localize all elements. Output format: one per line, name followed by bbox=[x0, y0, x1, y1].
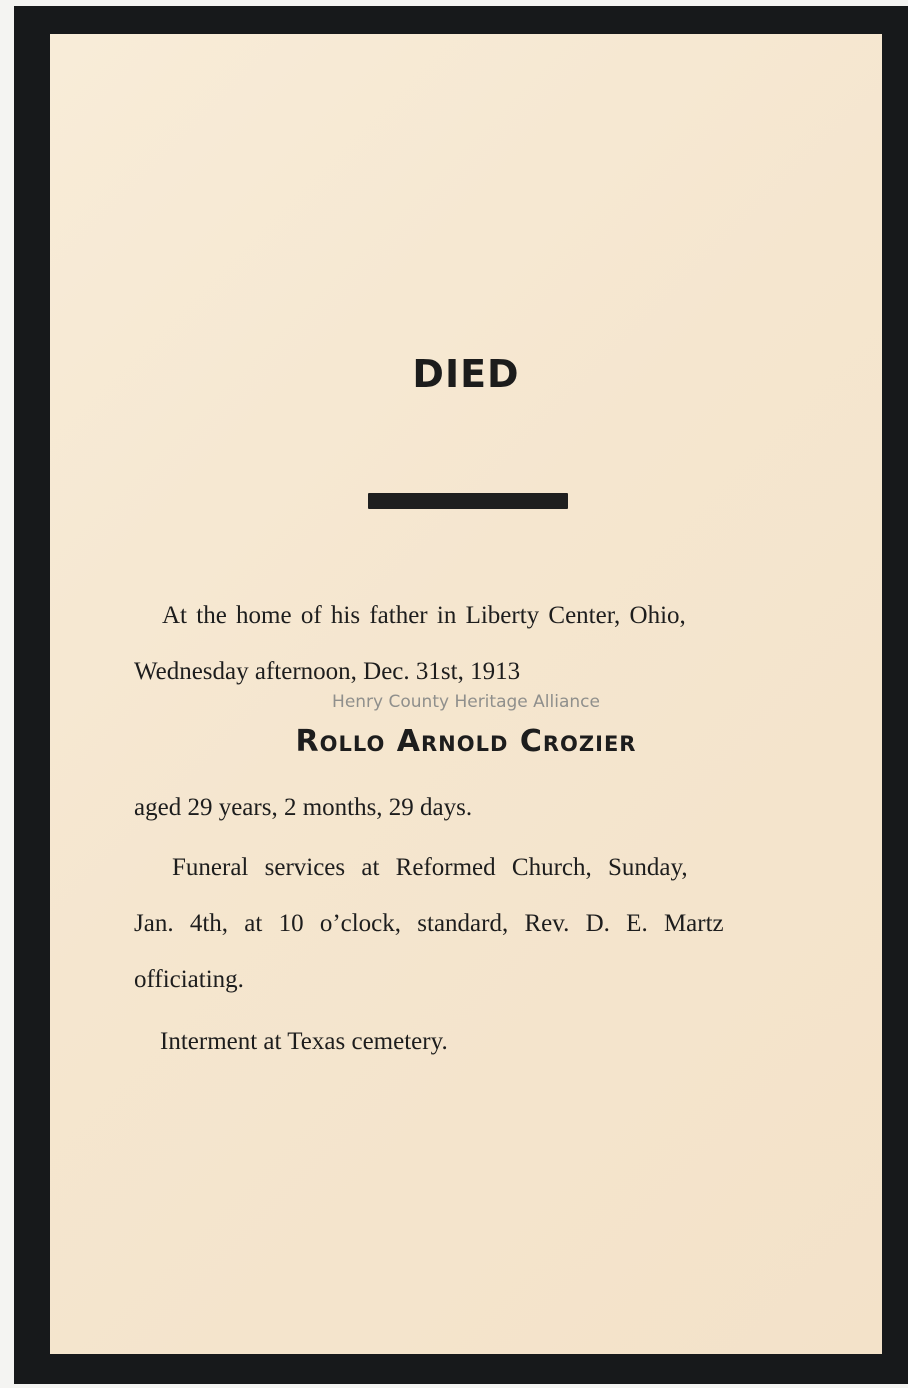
memorial-card-border bbox=[14, 6, 908, 1384]
age-line: aged 29 years, 2 months, 29 days. bbox=[134, 794, 473, 821]
notice-line-1: At the home of his father in Liberty Center, Ohio, bbox=[162, 602, 686, 629]
mourning-rule bbox=[368, 493, 568, 509]
card-heading: DIED bbox=[412, 352, 520, 396]
deceased-name: Rollo Arnold Crozier bbox=[295, 724, 637, 759]
funeral-line-3: officiating. bbox=[134, 966, 244, 993]
funeral-line-2: Jan. 4th, at 10 o’clock, standard, Rev. D. E. Martz bbox=[134, 910, 724, 937]
watermark-text: Henry County Heritage Alliance bbox=[332, 692, 600, 712]
memorial-card bbox=[50, 34, 882, 1354]
funeral-line-1: Funeral services at Reformed Church, Sunday, bbox=[172, 854, 688, 881]
interment-line: Interment at Texas cemetery. bbox=[160, 1028, 448, 1055]
notice-line-2: Wednesday afternoon, Dec. 31st, 1913 bbox=[134, 658, 521, 685]
